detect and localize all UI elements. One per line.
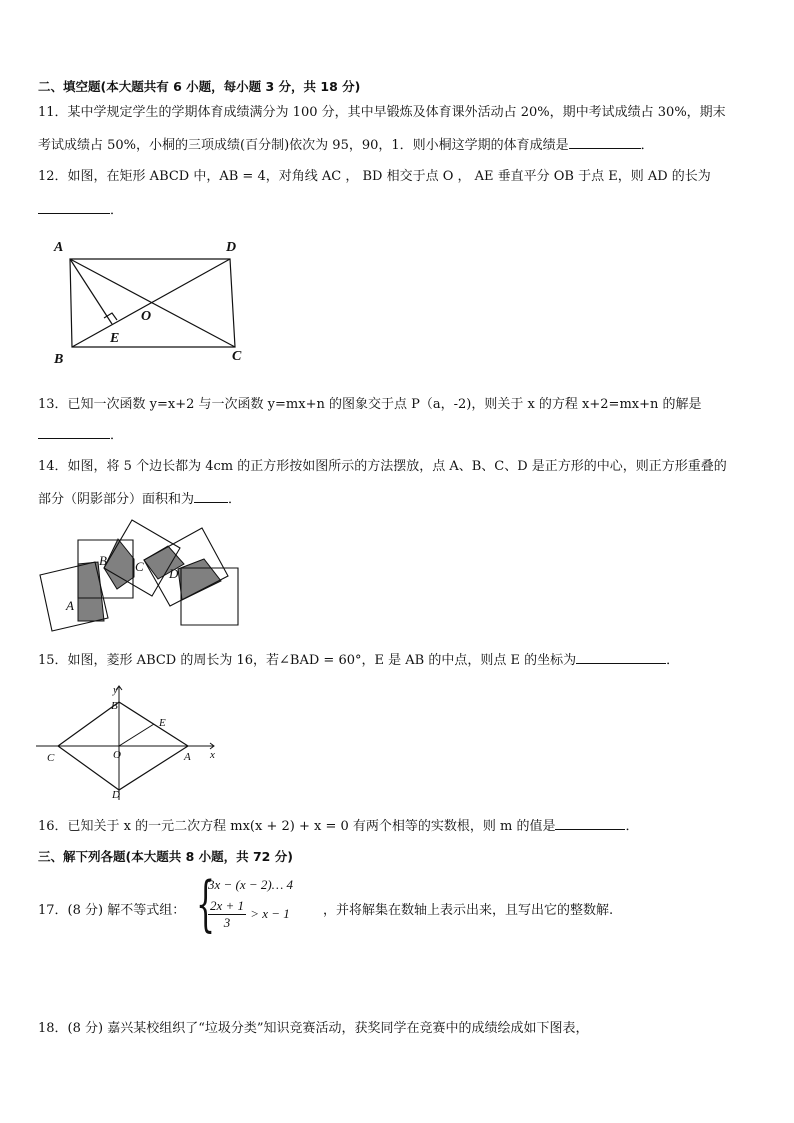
q13-answer-blank bbox=[38, 426, 110, 439]
q11-answer-blank bbox=[569, 136, 641, 149]
q11-end: ． bbox=[640, 138, 654, 153]
label-x: x bbox=[210, 749, 215, 761]
segment-ae bbox=[70, 259, 112, 324]
q15-text: 15．如图，菱形 ABCD 的周长为 16，若∠BAD = 60°，E 是 AB 的中点，则点 E 的坐标为 bbox=[38, 653, 577, 668]
label-c: C bbox=[135, 559, 144, 574]
q17-inequality-2 bbox=[208, 898, 290, 931]
label-d: D bbox=[112, 789, 120, 801]
q15-rhombus-figure bbox=[36, 682, 226, 804]
shaded-overlap-4 bbox=[178, 559, 221, 600]
label-a: A bbox=[184, 751, 191, 763]
label-a: A bbox=[54, 240, 64, 255]
q11-line2-text: 考试成绩占 50%，小桐的三项成绩(百分制)依次为 95，90，1．则小桐这学期的体育成绩是 bbox=[38, 138, 569, 153]
label-o: O bbox=[141, 309, 152, 324]
q17-fraction bbox=[208, 898, 246, 931]
q17-inequality-1: 3x − (x − 2)… 4 bbox=[208, 877, 294, 892]
system-brace: { bbox=[196, 869, 216, 939]
shaded-overlap-2 bbox=[104, 539, 134, 589]
q16-text: 16．已知关于 x 的一元二次方程 mx(x + 2) + x = 0 有两个相等的实数根，则 m 的值是 bbox=[38, 819, 556, 834]
label-c: C bbox=[232, 349, 242, 364]
q16-end: ． bbox=[625, 819, 639, 834]
q17-rhs: > x − 1 bbox=[250, 906, 290, 921]
q17-suffix: ，并将解集在数轴上表示出来，且写出它的整数解. bbox=[323, 903, 614, 918]
q11-line2 bbox=[38, 136, 654, 155]
label-d: D bbox=[226, 240, 237, 255]
q12-answer-blank bbox=[38, 201, 110, 214]
q14-answer-blank bbox=[194, 490, 228, 503]
q11-line1: 11．某中学规定学生的学期体育成绩满分为 100 分，其中早锻炼及体育课外活动占 20%，期中考试成绩占 30%，期末 bbox=[38, 105, 726, 120]
label-c: C bbox=[47, 752, 55, 764]
q12-answer-line bbox=[38, 201, 123, 220]
q14-line1: 14．如图，将 5 个边长都为 4cm 的正方形按如图所示的方法摆放，点 A、B、C、D 是正方形的中心，则正方形重叠的 bbox=[38, 459, 727, 474]
segment-oe bbox=[119, 724, 154, 746]
q14-squares-figure bbox=[38, 518, 248, 638]
q13-end: ． bbox=[110, 428, 124, 443]
q16-answer-blank bbox=[555, 817, 625, 830]
q14-line2 bbox=[38, 490, 241, 509]
shaded-overlap-1 bbox=[78, 562, 104, 621]
label-e: E bbox=[159, 717, 166, 729]
label-d: D bbox=[169, 566, 179, 581]
q17-denominator: 3 bbox=[223, 915, 231, 930]
q12-end: ． bbox=[110, 203, 124, 218]
label-b: B bbox=[111, 700, 118, 712]
q16-line bbox=[38, 817, 639, 836]
label-b: B bbox=[54, 352, 64, 367]
q13-text: 13．已知一次函数 y=x+2 与一次函数 y=mx+n 的图象交于点 P（a，-2)，则关于 x 的方程 x+2=mx+n 的解是 bbox=[38, 397, 702, 412]
q14-line2-text: 部分（阴影部分）面积和为 bbox=[38, 492, 195, 507]
label-b: B bbox=[99, 553, 107, 568]
label-e: E bbox=[110, 331, 120, 346]
section-3-title: 三、解下列各题(本大题共 8 小题，共 72 分) bbox=[38, 849, 293, 864]
q12-rectangle-figure bbox=[40, 232, 260, 372]
q18-text: 18．(8 分) 嘉兴某校组织了“垃圾分类”知识竞赛活动，获奖同学在竞赛中的成绩绘成如下图表， bbox=[38, 1021, 589, 1036]
label-y: y bbox=[113, 684, 118, 696]
q17-prefix: 17．(8 分) 解不等式组： bbox=[38, 903, 186, 918]
q17-numerator: 2x + 1 bbox=[210, 898, 245, 913]
q15-line bbox=[38, 651, 679, 670]
q15-answer-blank bbox=[576, 651, 666, 664]
q14-end: ． bbox=[228, 492, 242, 507]
q15-end: ． bbox=[666, 653, 680, 668]
q12-text: 12．如图，在矩形 ABCD 中，AB = 4，对角线 AC ， BD 相交于点 O ， AE 垂直平分 OB 于点 E，则 AD 的长为 bbox=[38, 169, 711, 184]
q13-answer-line bbox=[38, 426, 123, 445]
section-2-title: 二、填空题(本大题共有 6 小题，每小题 3 分，共 18 分) bbox=[38, 79, 361, 94]
label-o: O bbox=[113, 749, 121, 761]
label-a: A bbox=[66, 598, 74, 613]
